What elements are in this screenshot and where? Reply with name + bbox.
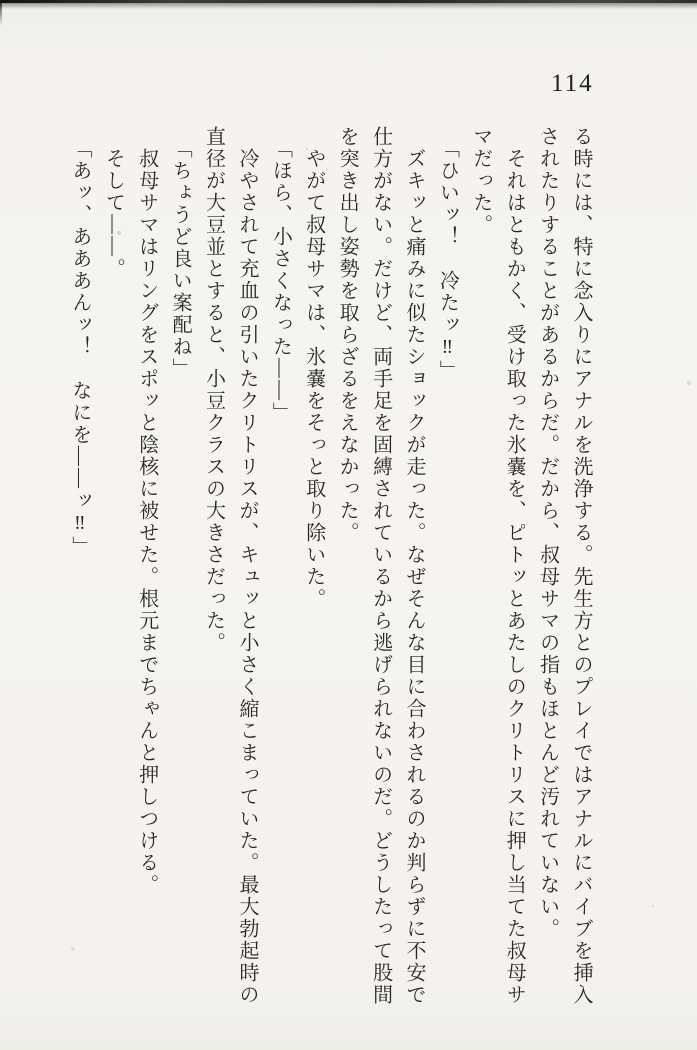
text-column-dialogue: 「ひいッ！ 冷たッ‼」 — [436, 138, 459, 382]
text-column: それはともかく、受け取った氷嚢を、ピトッとあたしのクリトリスに押し当てた叔母サ — [503, 148, 526, 1006]
text-column-dialogue: 「ちょうど良い案配ね」 — [169, 138, 192, 380]
text-column: 叔母サマはリングをスポッと陰核に被せた。根元までちゃんと押しつける。 — [135, 148, 158, 896]
scan-artifact-left-edge — [0, 0, 2, 26]
text-column-dialogue: 「あッ、あああんッ！ なにを——ッ‼」 — [68, 138, 91, 558]
scan-artifact-top-fade — [0, 3, 697, 9]
text-column: ズキッと痛みに似たショックが走った。なぜそんな目に合わされるのか判らずに不安で — [402, 148, 425, 1006]
text-column: 仕方がない。だけど、両手足を固縛されているから逃げられないのだ。どうしたって股間 — [369, 126, 392, 1006]
text-column: やがて叔母サマは、氷嚢をそっと取り除いた。 — [302, 148, 325, 610]
text-column: を突き出し姿勢を取らざるをえなかった。 — [336, 126, 359, 544]
text-column: 冷やされて充血の引いたクリトリスが、キュッと小さく縮こまっていた。最大勃起時の — [235, 148, 258, 1006]
text-column: 直径が大豆並とすると、小豆クラスの大きさだった。 — [202, 126, 225, 654]
text-column: されたりすることがあるからだ。だから、叔母サマの指もほとんど汚れていない。 — [536, 126, 559, 940]
page-number: 114 — [551, 70, 594, 97]
text-column: マだった。 — [469, 126, 492, 236]
scan-noise-specks — [0, 0, 2, 2]
text-column: そして——。 — [102, 148, 125, 280]
text-column: る時には、特に念入りにアナルを洗浄する。先生方とのプレイではアナルにバイブを挿入 — [570, 126, 592, 1006]
text-column-dialogue: 「ほら、小さくなった——」 — [269, 138, 292, 424]
text-block — [63, 126, 598, 1010]
